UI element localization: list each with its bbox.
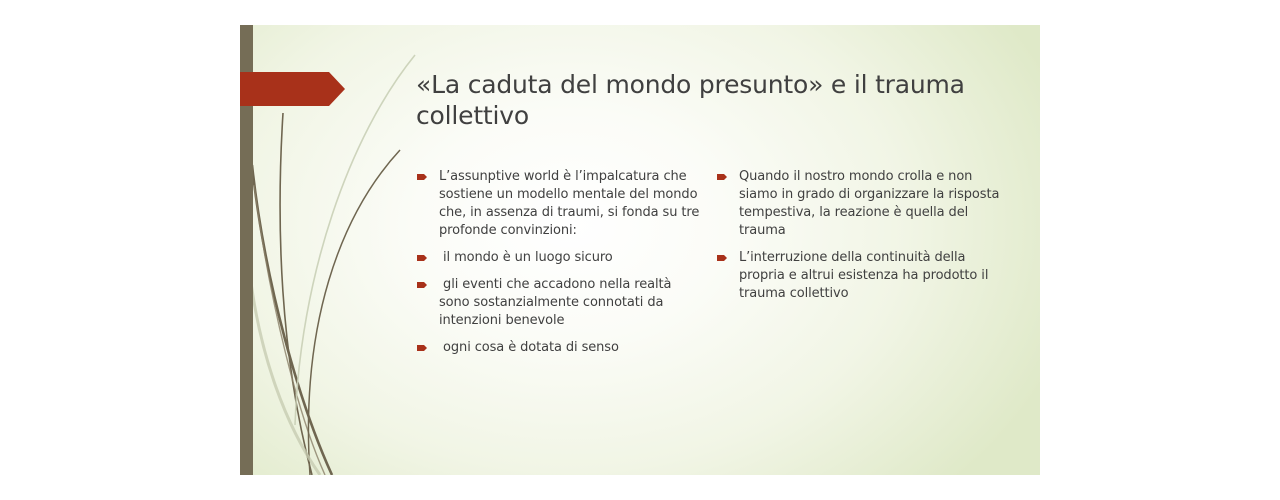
bullet-text: Quando il nostro mondo crolla e non siamo in grado di organizzare la risposta tempestiva, la reazione è quella del trauma bbox=[739, 169, 1000, 238]
bullet-item bbox=[416, 168, 701, 240]
bullet-text: il mondo è un luogo sicuro bbox=[439, 250, 613, 265]
arrow-bullet-icon bbox=[717, 174, 727, 180]
red-arrow-banner-icon bbox=[240, 72, 345, 106]
bullet-item bbox=[716, 168, 1001, 240]
right-bullet-list bbox=[716, 168, 1001, 312]
presentation-slide bbox=[240, 25, 1040, 475]
bullet-text: L’interruzione della continuità della propria e altrui esistenza ha prodotto il trauma collettivo bbox=[739, 250, 989, 301]
bullet-item bbox=[416, 276, 701, 330]
bullet-item bbox=[416, 249, 701, 267]
arrow-bullet-icon bbox=[417, 255, 427, 261]
left-bullet-list bbox=[416, 168, 701, 366]
bullet-item bbox=[416, 339, 701, 357]
arrow-bullet-icon bbox=[417, 174, 427, 180]
slide-title: «La caduta del mondo presunto» e il trauma collettivo bbox=[416, 70, 965, 130]
bullet-text: ogni cosa è dotata di senso bbox=[439, 340, 619, 355]
bullet-item bbox=[716, 249, 1001, 303]
arrow-bullet-icon bbox=[717, 255, 727, 261]
arrow-bullet-icon bbox=[417, 345, 427, 351]
bullet-text: L’assunptive world è l’impalcatura che sostiene un modello mentale del mondo che, in assenza di traumi, si fonda su tre profonde convinzioni: bbox=[439, 169, 700, 238]
bullet-text: gli eventi che accadono nella realtà sono sostanzialmente connotati da intenzioni benevole bbox=[439, 277, 676, 328]
arrow-bullet-icon bbox=[417, 282, 427, 288]
